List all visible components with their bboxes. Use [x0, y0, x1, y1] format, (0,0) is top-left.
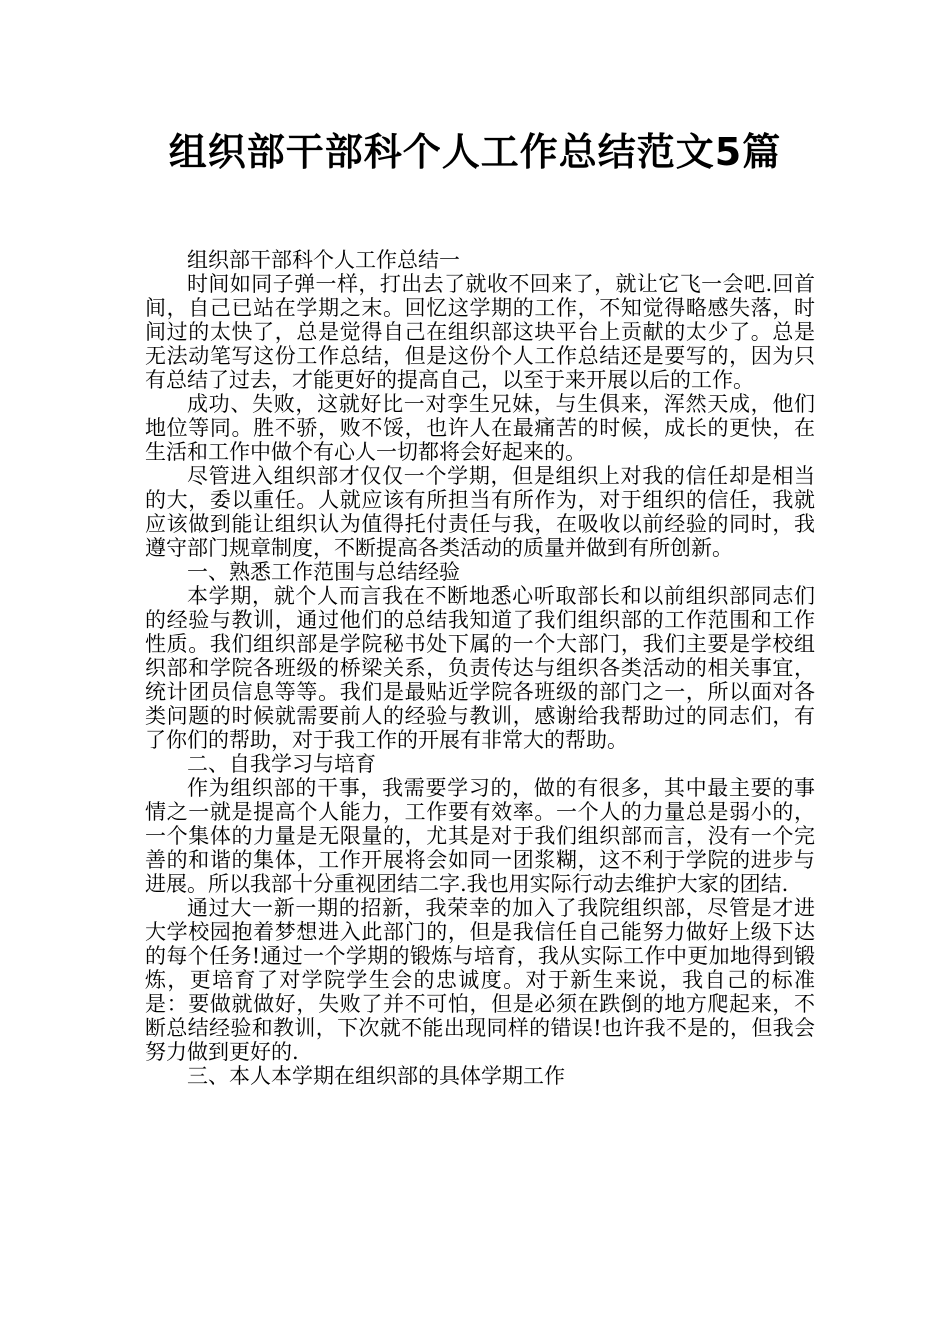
- body-paragraph: 成功、失败，这就好比一对孪生兄妹，与生俱来，浑然天成，他们地位等同。胜不骄，败不馁，也许人在最痛苦的时候，成长的更快，在生活和工作中做个有心人一切都将会好起来的。: [145, 392, 815, 464]
- section-heading-3: 三、本人本学期在组织部的具体学期工作: [187, 1064, 565, 1088]
- section-heading-summary-one: 组织部干部科个人工作总结一: [187, 248, 460, 272]
- body-paragraph: 时间如同子弹一样，打出去了就收不回来了，就让它飞一会吧.回首间，自己已站在学期之末。回忆这学期的工作，不知觉得略感失落，时间过的太快了，总是觉得自己在组织部这块平台上贡献的太少了。总是无法动笔写这份工作总结，但是这份个人工作总结还是要写的，因为只有总结了过去，才能更好的提高自己，以至于来开展以后的工作。: [145, 272, 815, 392]
- section-heading-1: 一、熟悉工作范围与总结经验: [187, 560, 460, 584]
- body-paragraph: 尽管进入组织部才仅仅一个学期，但是组织上对我的信任却是相当的大，委以重任。人就应该有所担当有所作为，对于组织的信任，我就应该做到能让组织认为值得托付责任与我，在吸收以前经验的同时，我遵守部门规章制度，不断提高各类活动的质量并做到有所创新。: [145, 464, 815, 560]
- body-paragraph: 本学期，就个人而言我在不断地悉心听取部长和以前组织部同志们的经验与教训，通过他们的总结我知道了我们组织部的工作范围和工作性质。我们组织部是学院秘书处下属的一个大部门，我们主要是学校组织部和学院各班级的桥梁关系，负责传达与组织各类活动的相关事宜，统计团员信息等等。我们是最贴近学院各班级的部门之一，所以面对各类问题的时候就需要前人的经验与教训，感谢给我帮助过的同志们，有了你们的帮助，对于我工作的开展有非常大的帮助。: [145, 584, 815, 752]
- document-title: 组织部干部科个人工作总结范文5篇: [168, 130, 782, 174]
- section-heading-2: 二、自我学习与培育: [187, 752, 376, 776]
- body-paragraph: 通过大一新一期的招新，我荣幸的加入了我院组织部，尽管是才进大学校园抱着梦想进入此部门的，但是我信任自己能努力做好上级下达的每个任务!通过一个学期的锻炼与培育，我从实际工作中更加地得到锻炼，更培育了对学院学生会的忠诚度。对于新生来说，我自己的标准是：要做就做好，失败了并不可怕，但是必须在跌倒的地方爬起来，不断总结经验和教训，下次就不能出现同样的错误!也许我不是的，但我会努力做到更好的.: [145, 896, 815, 1064]
- document-body: [145, 248, 815, 1088]
- body-paragraph: 作为组织部的干事，我需要学习的，做的有很多，其中最主要的事情之一就是提高个人能力，工作要有效率。一个人的力量总是弱小的，一个集体的力量是无限量的，尤其是对于我们组织部而言，没有一个完善的和谐的集体，工作开展将会如同一团浆糊，这不利于学院的进步与进展。所以我部十分重视团结二字.我也用实际行动去维护大家的团结.: [145, 776, 815, 896]
